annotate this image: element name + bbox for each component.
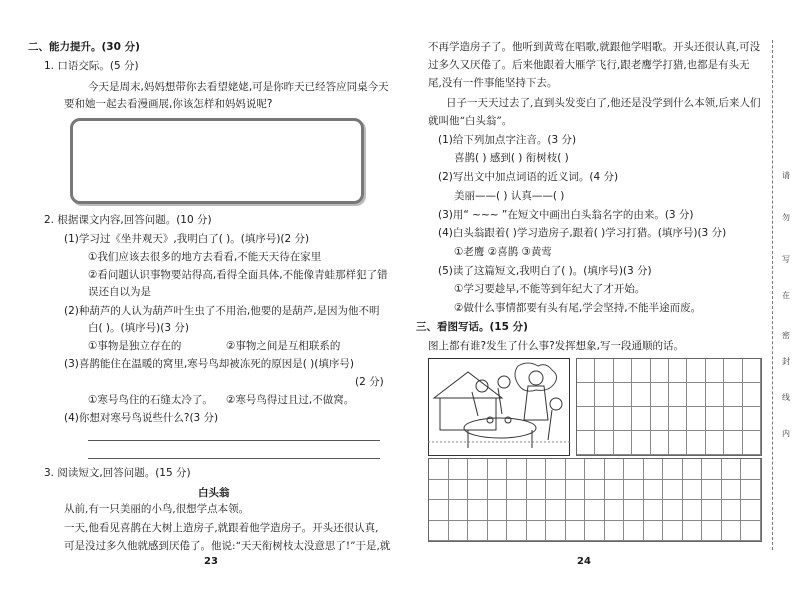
- grid-cell[interactable]: [624, 480, 644, 501]
- grid-cell[interactable]: [488, 500, 508, 521]
- q3-1-items: 喜鹊( ) 感到( ) 衔树枝( ): [454, 152, 569, 164]
- section3-prompt: 图上都有谁?发生了什么事?发挥想象,写一段通顺的话。: [428, 340, 684, 352]
- grid-cell[interactable]: [632, 431, 650, 455]
- q1-title: 1. 口语交际。(5 分): [44, 60, 139, 72]
- grid-cell[interactable]: [605, 500, 625, 521]
- grid-cell[interactable]: [468, 480, 488, 501]
- grid-cell[interactable]: [724, 383, 742, 407]
- grid-cell[interactable]: [687, 383, 705, 407]
- grid-cell[interactable]: [706, 359, 724, 383]
- page-number-right: 24: [577, 556, 591, 567]
- grid-cell[interactable]: [624, 459, 644, 480]
- grid-cell[interactable]: [488, 459, 508, 480]
- grid-cell[interactable]: [624, 521, 644, 542]
- q3-3: (3)用“ ~~~ ”在短文中画出白头翁名字的由来。(3 分): [438, 209, 694, 221]
- grid-cell[interactable]: [507, 521, 527, 542]
- grid-cell[interactable]: [632, 383, 650, 407]
- grid-cell[interactable]: [585, 500, 605, 521]
- story-cont-line4: 日子一天天过去了,直到头发变白了,他还是没学到什么本领,后来人们: [446, 97, 761, 109]
- grid-cell[interactable]: [614, 407, 632, 431]
- grid-cell[interactable]: [687, 431, 705, 455]
- grid-cell[interactable]: [663, 480, 683, 501]
- grid-cell[interactable]: [614, 383, 632, 407]
- grid-cell[interactable]: [577, 359, 595, 383]
- grid-cell[interactable]: [632, 359, 650, 383]
- story-cont-line2: 过多久又厌倦了。后来他跟着大雁学飞行,跟老鹰学打猎,也都是有头无: [428, 59, 750, 71]
- grid-cell[interactable]: [683, 459, 703, 480]
- grid-cell[interactable]: [449, 521, 469, 542]
- grid-cell[interactable]: [706, 407, 724, 431]
- grid-cell[interactable]: [706, 431, 724, 455]
- grid-cell[interactable]: [429, 459, 449, 480]
- grid-cell[interactable]: [468, 500, 488, 521]
- q3-title: 3. 阅读短文,回答问题。(15 分): [44, 467, 191, 479]
- q1-answer-box[interactable]: [70, 118, 364, 204]
- grid-cell[interactable]: [546, 480, 566, 501]
- grid-cell[interactable]: [724, 431, 742, 455]
- grid-cell[interactable]: [702, 480, 722, 501]
- grid-cell[interactable]: [663, 459, 683, 480]
- q2-1-option-b-cont: 误还自以为是: [88, 286, 151, 298]
- q2-3-score: (2 分): [355, 376, 384, 388]
- q3-5-option-b: ②做什么事情都要有头有尾,学会坚持,不能半途而废。: [454, 302, 702, 314]
- grid-cell[interactable]: [702, 459, 722, 480]
- grid-cell[interactable]: [644, 459, 664, 480]
- q2-4: (4)你想对寒号鸟说些什么?(3 分): [64, 412, 219, 424]
- grid-cell[interactable]: [566, 480, 586, 501]
- binding-char: 请: [782, 171, 790, 180]
- q2-title: 2. 根据课文内容,回答问题。(10 分): [44, 214, 212, 226]
- grid-cell[interactable]: [577, 383, 595, 407]
- story-cont-line3: 尾,没有一件事能坚持下去。: [428, 77, 558, 89]
- grid-cell[interactable]: [669, 431, 687, 455]
- grid-cell[interactable]: [595, 431, 613, 455]
- q2-3-line1: (3)喜鹊能住在温暖的窝里,寒号鸟却被冻死的原因是( )(填序号): [64, 358, 354, 370]
- q3-2: (2)写出文中加点词语的近义词。(4 分): [438, 171, 619, 183]
- grid-cell[interactable]: [449, 500, 469, 521]
- grid-cell[interactable]: [687, 359, 705, 383]
- grid-cell[interactable]: [585, 480, 605, 501]
- binding-line: [772, 40, 773, 550]
- answer-line-2[interactable]: [88, 458, 380, 459]
- grid-cell[interactable]: [488, 480, 508, 501]
- grid-cell[interactable]: [644, 480, 664, 501]
- grid-cell[interactable]: [546, 500, 566, 521]
- story-paragraph-2-line2: 可是没过多久他就感到厌倦了。他说:“天天衔树枝太没意思了!”于是,就: [64, 540, 391, 552]
- grid-cell[interactable]: [724, 407, 742, 431]
- q3-5-option-a: ①学习要趁早,不能等到年纪大了才开始。: [454, 283, 646, 295]
- grid-cell[interactable]: [449, 480, 469, 501]
- grid-cell[interactable]: [429, 500, 449, 521]
- grid-cell[interactable]: [468, 521, 488, 542]
- binding-char: 封: [782, 357, 790, 366]
- grid-cell[interactable]: [651, 383, 669, 407]
- grid-cell[interactable]: [722, 480, 742, 501]
- story-cont-line1: 不再学造房子了。他听到黄莺在唱歌,就跟他学唱歌。开头还很认真,可没: [428, 41, 761, 53]
- grid-cell[interactable]: [449, 459, 469, 480]
- grid-cell[interactable]: [429, 480, 449, 501]
- grid-cell[interactable]: [546, 521, 566, 542]
- q2-1-option-b: ②看问题认识事物要站得高,看得全面具体,不能像青蛙那样犯了错: [88, 269, 388, 281]
- grid-cell[interactable]: [683, 480, 703, 501]
- q1-text-line2: 要和她一起去看漫画展,你该怎样和妈妈说呢?: [64, 98, 273, 110]
- grid-cell[interactable]: [605, 459, 625, 480]
- q2-1: (1)学习过《坐井观天》,我明白了( )。(填序号)(2 分): [64, 233, 310, 245]
- story-paragraph-1: 从前,有一只美丽的小鸟,很想学点本领。: [64, 503, 250, 515]
- q2-2-option-a: ①事物是独立存在的: [88, 340, 182, 352]
- grid-cell[interactable]: [724, 359, 742, 383]
- q3-4: (4)白头翁跟着( )学习造房子,跟着( )学习打猎。(填序号)(3 分): [438, 227, 727, 239]
- grid-cell[interactable]: [741, 521, 761, 542]
- grid-cell[interactable]: [605, 521, 625, 542]
- grid-cell[interactable]: [722, 500, 742, 521]
- illustration-family-tea: [428, 358, 570, 456]
- q1-text-line1: 今天是周末,妈妈想带你去看望姥姥,可是你昨天已经答应同桌今天: [88, 81, 389, 93]
- grid-cell[interactable]: [468, 459, 488, 480]
- grid-cell[interactable]: [527, 480, 547, 501]
- grid-cell[interactable]: [527, 521, 547, 542]
- q3-2-items: 美丽——( ) 认真——( ): [454, 190, 565, 202]
- section2-title: 二、能力提升。(30 分): [28, 41, 140, 53]
- grid-cell[interactable]: [566, 521, 586, 542]
- grid-cell[interactable]: [614, 431, 632, 455]
- grid-cell[interactable]: [743, 407, 761, 431]
- grid-cell[interactable]: [507, 459, 527, 480]
- grid-cell[interactable]: [669, 383, 687, 407]
- grid-cell[interactable]: [507, 500, 527, 521]
- grid-cell[interactable]: [706, 383, 724, 407]
- binding-char: 内: [782, 429, 790, 438]
- binding-char: 线: [782, 393, 790, 402]
- grid-cell[interactable]: [663, 521, 683, 542]
- grid-cell[interactable]: [527, 500, 547, 521]
- q2-3-option-b: ②寒号鸟得过且过,不做窝。: [226, 394, 355, 406]
- q2-2-line2: 白( )。(填序号)(3 分): [88, 322, 189, 334]
- answer-line-1[interactable]: [88, 440, 380, 441]
- grid-cell[interactable]: [429, 521, 449, 542]
- grid-cell[interactable]: [577, 407, 595, 431]
- story-cont-line5: 就叫他“白头翁”。: [428, 115, 513, 127]
- grid-cell[interactable]: [595, 383, 613, 407]
- grid-cell[interactable]: [605, 480, 625, 501]
- binding-char: 在: [782, 291, 790, 300]
- grid-cell[interactable]: [687, 407, 705, 431]
- grid-cell[interactable]: [566, 459, 586, 480]
- grid-cell[interactable]: [743, 359, 761, 383]
- grid-cell[interactable]: [722, 459, 742, 480]
- grid-cell[interactable]: [722, 521, 742, 542]
- binding-char: 勿: [782, 213, 790, 222]
- grid-cell[interactable]: [741, 480, 761, 501]
- grid-cell[interactable]: [585, 459, 605, 480]
- grid-cell[interactable]: [663, 500, 683, 521]
- grid-cell[interactable]: [585, 521, 605, 542]
- grid-cell[interactable]: [632, 407, 650, 431]
- q3-1: (1)给下列加点字注音。(3 分): [438, 134, 577, 146]
- grid-cell[interactable]: [683, 500, 703, 521]
- story-paragraph-2-line1: 一天,他看见喜鹊在大树上造房子,就跟着他学造房子。开头还很认真,: [64, 522, 379, 534]
- grid-cell[interactable]: [644, 521, 664, 542]
- grid-cell[interactable]: [614, 359, 632, 383]
- grid-cell[interactable]: [741, 459, 761, 480]
- page-number-left: 23: [204, 556, 218, 567]
- binding-char: 密: [782, 331, 790, 340]
- grid-cell[interactable]: [651, 431, 669, 455]
- grid-cell[interactable]: [644, 500, 664, 521]
- grid-cell[interactable]: [743, 431, 761, 455]
- grid-cell[interactable]: [651, 407, 669, 431]
- grid-cell[interactable]: [702, 500, 722, 521]
- writing-grid-top[interactable]: [576, 358, 762, 456]
- grid-cell[interactable]: [683, 521, 703, 542]
- grid-cell[interactable]: [595, 407, 613, 431]
- grid-cell[interactable]: [743, 383, 761, 407]
- grid-cell[interactable]: [595, 359, 613, 383]
- section3-title: 三、看图写话。(15 分): [416, 321, 528, 333]
- q2-2-option-b: ②事物之间是互相联系的: [226, 340, 341, 352]
- grid-cell[interactable]: [527, 459, 547, 480]
- q3-4-options: ①老鹰 ②喜鹊 ③黄莺: [454, 246, 552, 258]
- writing-grid-bottom[interactable]: [428, 458, 762, 542]
- grid-cell[interactable]: [669, 407, 687, 431]
- grid-cell[interactable]: [702, 521, 722, 542]
- q2-1-option-a: ①我们应该去很多的地方去看看,不能天天待在家里: [88, 251, 322, 263]
- grid-cell[interactable]: [651, 359, 669, 383]
- q3-5: (5)读了这篇短文,我明白了( )。(填序号)(3 分): [438, 265, 652, 277]
- grid-cell[interactable]: [507, 480, 527, 501]
- q2-3-option-a: ①寒号鸟住的石缝太冷了。: [88, 394, 213, 406]
- binding-char: 写: [782, 255, 790, 264]
- grid-cell[interactable]: [669, 359, 687, 383]
- story-title: 白头翁: [198, 487, 230, 499]
- q2-2-line1: (2)种葫芦的人认为葫芦叶生虫了不用治,他要的是葫芦,是因为他不明: [64, 305, 380, 317]
- grid-cell[interactable]: [577, 431, 595, 455]
- grid-cell[interactable]: [546, 459, 566, 480]
- grid-cell[interactable]: [624, 500, 644, 521]
- grid-cell[interactable]: [741, 500, 761, 521]
- grid-cell[interactable]: [566, 500, 586, 521]
- grid-cell[interactable]: [488, 521, 508, 542]
